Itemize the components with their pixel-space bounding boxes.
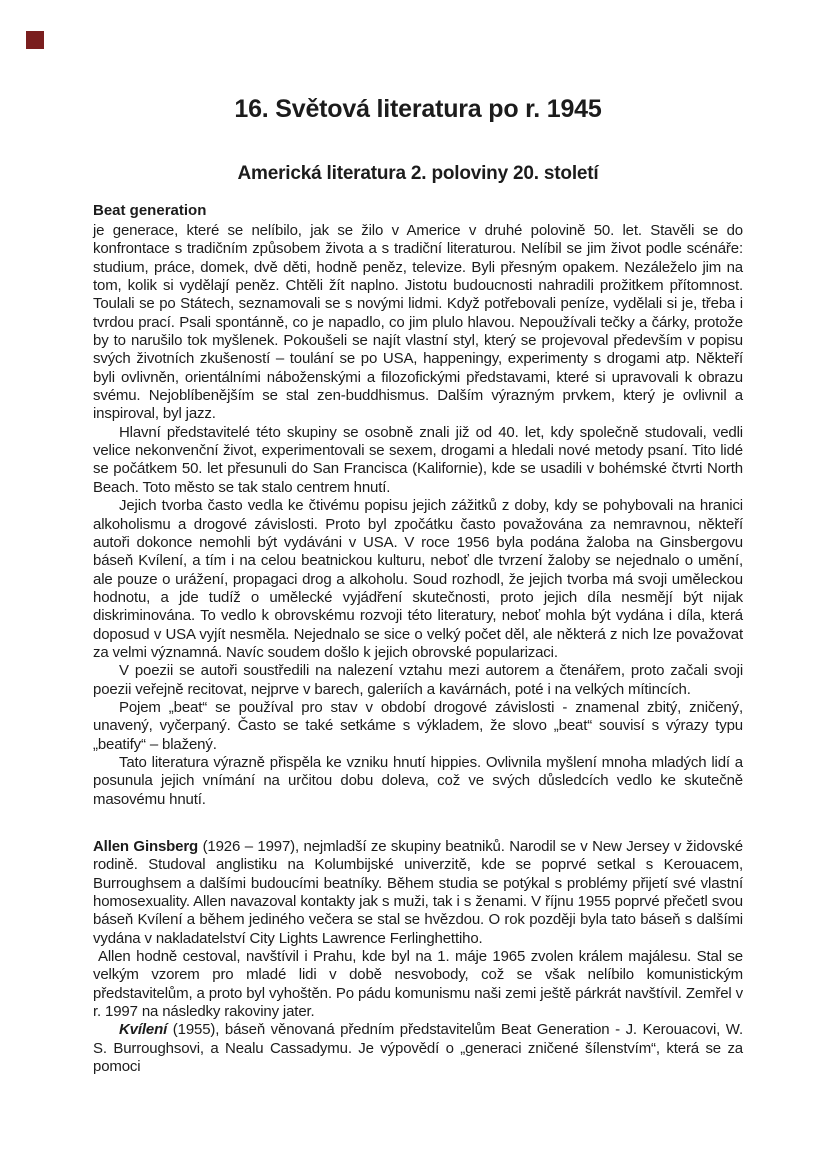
paragraph-hippies: Tato literatura výrazně přispěla ke vzniku hnutí hippies. Ovlivnila myšlení mnoha mladých lidí a posunula jejich vnímání na určitou dobu doleva, což ve svých důsledcích vedlo ke skutečně masovému hnutí. <box>93 753 743 808</box>
paragraph-main-figures: Hlavní představitelé této skupiny se osobně znali již od 40. let, kdy společně studovali, vedli velice nekonvenční život, experimentovali se sexem, drogami a hledali nové metody psaní. Tito lidé se počátkem 50. let přesunuli do San Francisca (Kalifornie), kde se usadili v bohémské čtvrti North Beach. Toto město se tak stalo centrem hnutí. <box>93 423 743 496</box>
paragraph-poetry: V poezii se autoři soustředili na nalezení vztahu mezi autorem a čtenářem, proto začali svoji poezii veřejně recitovat, nejprve v barech, galeriích a kavárnách, poté i na velkých mítincích. <box>93 662 743 698</box>
paragraph-howl-text: (1955), báseň věnovaná předním představitelům Beat Generation - J. Kerouacovi, W. S. Burroughsovi, a Nealu Cassadymu. Je výpovědí o „generaci zničené šílenstvím“, která se za pomoci <box>93 1021 743 1076</box>
paragraph-their-work: Jejich tvorba často vedla ke čtivému popisu jejich zážitků z doby, kdy se pohybovali na hranici alkoholismu a drogové závislosti. Proto byl zpočátku často považována za nemravnou, někteří autoři dokonce nemohli být vydáváni v USA. V roce 1956 byla podána žaloba na Ginsbergovu báseň Kvílení, a tím i na celou beatnickou kulturu, neboť dle tvrzení žaloby se nejednalo o umění, ale pouze o urážení, propagaci drog a alkoholu. Soud rozhodl, že jejich tvorba má svoji uměleckou hodnotu, a jde tudíž o umělecké vyjádření skutečnosti, proto jejich díla nesmějí být nijak diskriminována. To vedlo k obrovskému rozvoji této literatury, neboť mohla být vydána i díla, která doposud v USA vyjít nesměla. Nejednalo se sice o velký počet děl, ale některá z nich lze považovat za velmi významná. Navíc soudem došlo k jejich obrovské popularizaci. <box>93 497 743 661</box>
paragraph-allen-ginsberg-text: (1926 – 1997), nejmladší ze skupiny beatniků. Narodil se v New Jersey v židovské rodině. Studoval anglistiku na Kolumbijské univerzitě, kde se poprvé setkal s Kerouacem, Burroughsem a dalšími budoucími beatníky. Během studia se potýkal s problémy přijetí své vlastní homosexuality. Allen navazoval kontakty jak s muži, tak i s ženami. V říjnu 1955 poprvé přečetl svou báseň Kvílení a během jediného večera se stal se hvězdou. O rok později byla tato báseň s dalšími vydána v nakladatelství City Lights Lawrence Ferlinghettiho. <box>93 838 743 947</box>
document-body <box>93 0 743 1076</box>
work-title-kvileni: Kvílení <box>119 1021 168 1039</box>
paragraph-beat-term: Pojem „beat“ se používal pro stav v období drogové závislosti - znamenal zbitý, zničený, unavený, vyčerpaný. Často se také setkáme s výkladem, že slovo „beat“ souvisí s výrazy typu „beatify“ – blažený. <box>93 698 743 753</box>
paragraph-howl <box>93 1021 743 1076</box>
paragraph-ginsberg-travel: Allen hodně cestoval, navštívil i Prahu, kde byl na 1. máje 1965 zvolen králem majálesu. Stal se velkým vzorem pro mladé lidi v době nesvobody, což se však nelíbilo komunistickým představitelům, a proto byl vyhoštěn. Po pádu komunismu naši zemi ještě párkrát navštívil. Zemřel v r. 1997 na následky rakoviny jater. <box>93 948 743 1021</box>
red-square-annotation-marker <box>26 31 44 49</box>
page-subtitle: Americká literatura 2. poloviny 20. století <box>237 163 599 184</box>
page-title: 16. Světová literatura po r. 1945 <box>234 95 602 123</box>
section-heading-beat-generation: Beat generation <box>93 202 207 219</box>
paragraph-beat-intro: je generace, které se nelíbilo, jak se žilo v Americe v druhé polovině 50. let. Stavěli se do konfrontace s tradičním způsobem života a s tradiční literaturou. Nelíbil se jim život podle scénáře: studium, práce, domek, dvě děti, hodně peněz, televize. Byli přesným opakem. Nezáleželo jim na tom, kolik si vydělají peněz. Chtěli žít naplno. Jistotu budoucnosti nahradili prožitkem přítomnost. Toulali se po Státech, seznamovali se s novými lidmi. Když potřebovali peníze, vydělali si je, třeba i tvrdou prací. Psali spontánně, co je napadlo, co jim plulo hlavou. Nepoužívali tečky a čárky, protože by to narušilo tok myšlenek. Pokoušeli se najít vlastní styl, který se projevoval především v popisu svých životních zkušeností – toulání se po USA, happeningy, experimenty s drogami atp. Někteří byli ovlivněn, orientálními náboženskými a filozofickými představami, které si upravovali k obrazu svému. Nejoblíbenějším se stal zen-buddhismus. Dalším výrazným prvkem, který je ovlivnil a inspiroval, byl jazz. <box>93 222 743 423</box>
author-name-allen-ginsberg: Allen Ginsberg <box>93 838 199 855</box>
paragraph-allen-ginsberg <box>93 838 743 948</box>
